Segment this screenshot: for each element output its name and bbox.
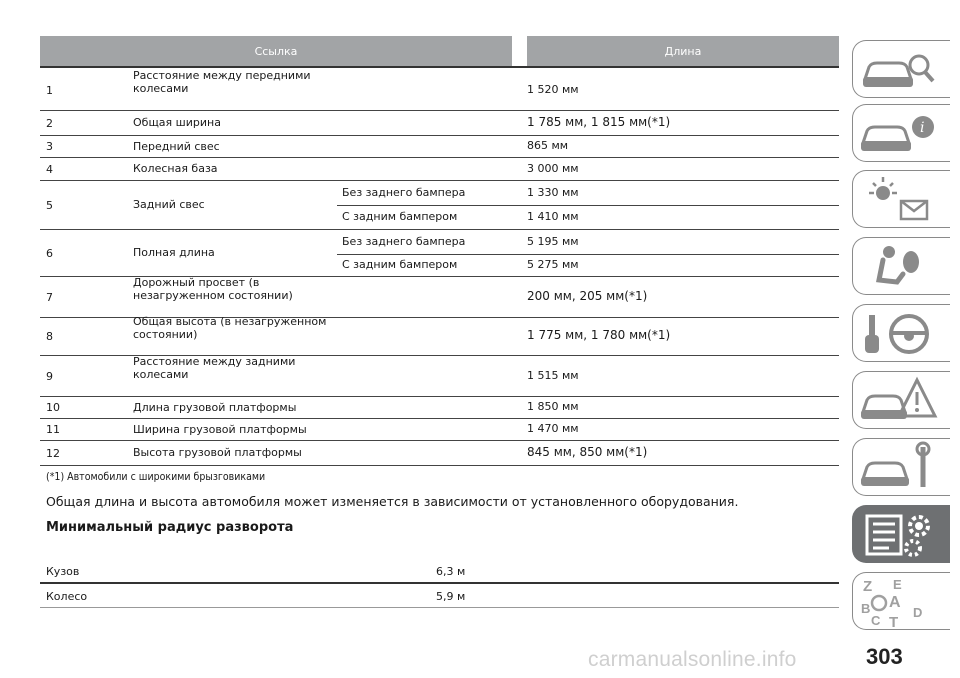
- note-text: Общая длина и высота автомобиля может изменяется в зависимости от установленного оборудования.: [46, 494, 739, 509]
- row-value: 1 515 мм: [527, 368, 579, 382]
- row-divider: [40, 110, 839, 111]
- tab-car-search[interactable]: [852, 40, 950, 98]
- row-number: 8: [46, 330, 53, 343]
- row-number: 4: [46, 162, 53, 176]
- row-divider: [40, 180, 839, 181]
- specifications-gears-icon: [853, 506, 951, 564]
- row-value: 1 520 мм: [527, 82, 579, 96]
- row-value: 1 470 мм: [527, 422, 579, 435]
- row-value: 3 000 мм: [527, 161, 579, 175]
- car-search-icon: [853, 41, 951, 99]
- row-name: Расстояние между задними колесами: [133, 354, 296, 381]
- watermark: carmanualsonline.info: [588, 648, 797, 671]
- page-number: 303: [866, 644, 903, 669]
- row-divider: [40, 229, 839, 230]
- header-ref: Ссылка: [40, 36, 512, 66]
- row-number: 3: [46, 140, 53, 153]
- row-number: 10: [46, 401, 60, 414]
- turning-label: Кузов: [46, 565, 80, 578]
- row-divider: [40, 582, 839, 584]
- row-value: 1 410 мм: [527, 210, 579, 223]
- row-divider: [337, 205, 839, 206]
- row-name: Общая высота (в незагруженном состоянии): [133, 315, 327, 341]
- row-divider: [40, 157, 839, 158]
- svg-text:Z: Z: [863, 578, 873, 595]
- row-divider: [337, 254, 839, 255]
- row-name: Высота грузовой платформы: [133, 446, 302, 459]
- row-value: 200 мм, 205 мм(*1): [527, 288, 648, 303]
- row-number: 6: [46, 246, 53, 260]
- svg-text:T: T: [889, 614, 899, 631]
- key-steering-wheel-icon: [853, 305, 951, 363]
- row-divider: [40, 396, 839, 397]
- warning-lights-icon: [853, 171, 951, 229]
- tab-car-info[interactable]: [852, 104, 950, 162]
- row-subtype: С задним бампером: [342, 258, 458, 271]
- section-title: Минимальный радиус разворота: [46, 520, 294, 535]
- row-value: 865 мм: [527, 139, 569, 152]
- row-name: Колесная база: [133, 162, 218, 175]
- turning-value: 5,9 м: [436, 590, 466, 603]
- footnote: (*1) Автомобили с широкими брызговиками: [46, 470, 266, 483]
- row-name: Полная длина: [133, 246, 215, 259]
- row-value: 845 мм, 850 мм(*1): [527, 444, 648, 459]
- tab-car-tools[interactable]: [852, 438, 950, 496]
- svg-text:B: B: [861, 601, 871, 616]
- row-number: 11: [46, 423, 60, 436]
- tab-warning-lights[interactable]: [852, 170, 950, 228]
- row-number: 5: [46, 198, 53, 212]
- svg-text:E: E: [893, 577, 902, 592]
- row-divider: [40, 465, 839, 466]
- row-name: Задний свес: [133, 198, 205, 211]
- row-number: 1: [46, 83, 53, 97]
- row-divider: [40, 135, 839, 136]
- row-value: 1 850 мм: [527, 400, 579, 413]
- car-warning-triangle-icon: [853, 372, 951, 430]
- tab-key-steering[interactable]: [852, 304, 950, 362]
- row-number: 2: [46, 116, 53, 130]
- tab-airbag-seat[interactable]: [852, 237, 950, 295]
- tab-car-warning[interactable]: [852, 371, 950, 429]
- row-subtype: Без заднего бампера: [342, 234, 466, 248]
- svg-text:A: A: [889, 594, 901, 611]
- tab-specifications[interactable]: [852, 505, 950, 563]
- row-name: Ширина грузовой платформы: [133, 422, 307, 436]
- car-info-icon: [853, 105, 951, 163]
- header-length: Длина: [527, 36, 839, 66]
- alphabet-index-icon: [853, 573, 951, 631]
- row-number: 12: [46, 446, 60, 460]
- row-subtype: С задним бампером: [342, 210, 458, 223]
- row-divider: [40, 440, 839, 441]
- row-name: Передний свес: [133, 139, 220, 153]
- row-value: 5 195 мм: [527, 234, 579, 248]
- row-divider: [40, 607, 839, 608]
- row-name: Длина грузовой платформы: [133, 400, 297, 414]
- row-divider: [40, 418, 839, 419]
- row-value: 1 330 мм: [527, 185, 579, 199]
- row-name: Общая ширина: [133, 116, 221, 129]
- car-tools-icon: [853, 439, 951, 497]
- row-number: 9: [46, 369, 53, 383]
- svg-text:i: i: [920, 120, 925, 136]
- tab-alphabet-index[interactable]: [852, 572, 950, 630]
- svg-text:D: D: [913, 605, 923, 620]
- row-subtype: Без заднего бампера: [342, 185, 466, 199]
- row-number: 7: [46, 290, 53, 304]
- row-value: 1 785 мм, 1 815 мм(*1): [527, 114, 671, 129]
- turning-label: Колесо: [46, 590, 88, 603]
- row-name: Дорожный просвет (в незагруженном состоянии): [133, 275, 293, 302]
- row-name: Расстояние между передними колесами: [133, 68, 311, 95]
- svg-text:C: C: [871, 613, 881, 628]
- row-value: 5 275 мм: [527, 258, 579, 271]
- turning-value: 6,3 м: [436, 565, 466, 578]
- airbag-seat-icon: [853, 238, 951, 296]
- row-value: 1 775 мм, 1 780 мм(*1): [527, 328, 671, 342]
